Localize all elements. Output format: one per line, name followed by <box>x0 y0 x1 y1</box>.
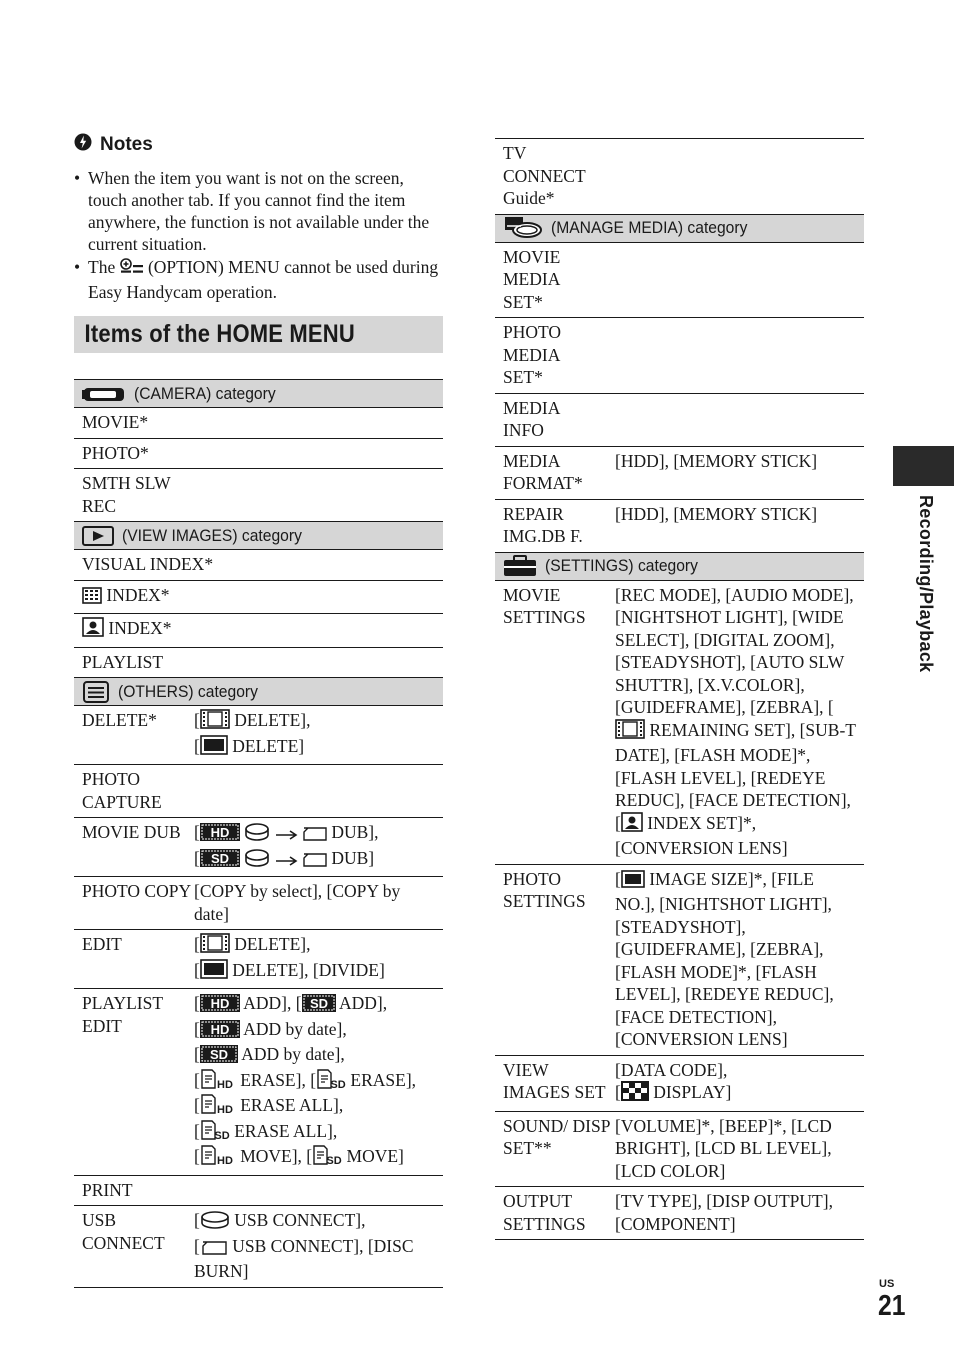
svg-text:HD: HD <box>216 1078 233 1089</box>
hdd-icon <box>200 1211 230 1235</box>
table-row: EDIT [ DELETE], [ DELETE], [DIVIDE] <box>74 930 443 989</box>
item-playlist: PLAYLIST <box>82 651 164 672</box>
section-title: Items of the HOME MENU <box>74 316 443 353</box>
notes-section <box>74 133 444 304</box>
table-row <box>495 243 864 319</box>
hd-badge-icon <box>200 994 240 1018</box>
table-row <box>74 765 443 818</box>
playlist-sd-icon <box>200 1120 230 1146</box>
item-tv-connect-guide: TV CONNECT Guide* <box>503 143 586 208</box>
hdd-icon <box>244 849 270 873</box>
hdd-icon <box>244 823 270 847</box>
table-row: PHOTO COPY [COPY by select], [COPY by date] <box>74 877 443 930</box>
home-menu-table-right <box>495 138 864 1240</box>
table-row: MOVIE SETTINGS [REC MODE], [AUDIO MODE], [NIGHTSHOT LIGHT], [WIDE SELECT], [DIGITAL ZOOM], [STEADYSHOT], [AUTO SLW SHUTTR], [X.V.COLOR], [GUIDEFRAME], [ZEBRA], [ REMAINING SET], [SUB-T DATE], [FLASH MODE]*, [FLASH LEVEL], [REDEYE REDUC], [FACE DETECTION], [ INDEX SET]*, [CONVERSION LENS] <box>495 581 864 865</box>
film-strip-icon <box>82 587 102 610</box>
item-movie-media-set: MOVIE MEDIA SET* <box>503 246 561 312</box>
table-row: OUTPUT SETTINGS [TV TYPE], [DISP OUTPUT], [COMPONENT] <box>495 1187 864 1240</box>
svg-text:HD: HD <box>216 1104 233 1114</box>
sd-badge-icon <box>200 1045 238 1069</box>
table-row <box>495 318 864 394</box>
table-row: MOVIE DUB [ HD DUB], [ SD DUB] <box>74 818 443 877</box>
camera-icon <box>82 384 126 404</box>
checker-icon <box>621 1081 649 1107</box>
item-smth-slw-rec: SMTH SLW REC <box>82 473 171 516</box>
item-photo-capture: PHOTO CAPTURE <box>82 769 162 812</box>
notes-heading: Notes <box>100 134 153 155</box>
table-row: PLAYLIST EDIT [ HD ADD], [ SD ADD], [ HD ADD by date], [ SD ADD by date], [ HD ERASE], [ SD ERASE], [ HD ERASE ALL], [ SD ERASE ALL], [ HD MOVE], [ SD MOVE] <box>74 989 443 1176</box>
hd-badge-icon <box>200 1020 240 1044</box>
svg-text:HD: HD <box>210 1021 230 1037</box>
playlist-hd-icon <box>200 1094 236 1120</box>
page-region-code: US <box>879 1278 895 1290</box>
playlist-sd-icon <box>312 1145 342 1171</box>
item-movie-settings: MOVIE SETTINGS <box>503 584 586 627</box>
table-row <box>74 439 443 470</box>
item-movie-dub: MOVIE DUB <box>82 822 181 842</box>
category-settings: (SETTINGS) category <box>495 553 864 581</box>
item-print: PRINT <box>82 1179 133 1200</box>
svg-text:HD: HD <box>210 825 230 840</box>
svg-text:SD: SD <box>326 1155 342 1165</box>
settings-icon <box>503 555 537 577</box>
photo-icon <box>200 735 228 761</box>
memory-stick-icon <box>200 1238 228 1261</box>
table-row: VIEW IMAGES SET [DATA CODE], [ DISPLAY] <box>495 1056 864 1112</box>
table-row: REPAIR IMG.DB F. [HDD], [MEMORY STICK] <box>495 500 864 553</box>
category-others: (OTHERS) category <box>74 678 443 706</box>
item-view-images-set: VIEW IMAGES SET <box>503 1059 606 1102</box>
item-sound-disp-set: SOUND/ DISP SET** <box>503 1115 610 1158</box>
sd-badge-icon <box>200 849 240 873</box>
film-strip-icon <box>200 933 230 959</box>
notes-header <box>74 133 444 157</box>
svg-text:HD: HD <box>210 996 230 1011</box>
svg-text:SD: SD <box>214 1129 230 1140</box>
view-images-icon <box>82 526 114 546</box>
category-view-images: (VIEW IMAGES) category <box>74 522 443 550</box>
face-icon <box>82 617 104 643</box>
table-row <box>495 139 864 215</box>
item-film-index: INDEX* <box>106 584 170 605</box>
note-item: • When the item you want is not on the screen, touch another tab. If you cannot find the item anywhere, the function is not available under the current situation. <box>88 167 444 255</box>
item-photo-settings: PHOTO SETTINGS <box>503 868 586 911</box>
arrow-right-icon <box>275 824 299 847</box>
option-icon <box>120 258 144 281</box>
table-row: USB CONNECT [ USB CONNECT], [ USB CONNECT], [DISC BURN] <box>74 1206 443 1288</box>
item-movie: MOVIE* <box>82 412 149 432</box>
table-row: SOUND/ DISP SET** [VOLUME]*, [BEEP]*, [LCD BRIGHT], [LCD BL LEVEL], [LCD COLOR] <box>495 1112 864 1188</box>
sd-badge-icon <box>302 994 336 1018</box>
item-photo: PHOTO* <box>82 442 149 463</box>
item-media-format: MEDIA FORMAT* <box>503 450 583 493</box>
item-photo-media-set: PHOTO MEDIA SET* <box>503 322 562 387</box>
memory-stick-icon <box>303 850 327 873</box>
memory-stick-icon <box>303 824 327 847</box>
table-row: MEDIA FORMAT* [HDD], [MEMORY STICK] <box>495 447 864 500</box>
category-manage-media: (MANAGE MEDIA) category <box>495 215 864 243</box>
item-face-index: INDEX* <box>108 618 172 638</box>
table-row <box>74 469 443 522</box>
home-menu-table-left <box>74 379 443 1288</box>
item-delete: DELETE* <box>82 710 157 730</box>
item-edit: EDIT <box>82 934 122 954</box>
table-row: DELETE* [ DELETE], [ DELETE] <box>74 706 443 765</box>
film-strip-icon <box>615 719 645 745</box>
item-output-settings: OUTPUT SETTINGS <box>503 1191 586 1234</box>
item-media-info: MEDIA INFO <box>503 397 560 440</box>
table-row <box>495 394 864 447</box>
face-icon <box>621 812 643 838</box>
svg-text:SD: SD <box>330 1078 346 1089</box>
film-strip-icon <box>200 709 230 735</box>
svg-text:SD: SD <box>309 996 328 1011</box>
table-row <box>74 648 443 679</box>
playlist-sd-icon <box>316 1069 346 1095</box>
table-row <box>74 550 443 581</box>
page-number: 21 <box>878 1290 906 1322</box>
note-item: • The (OPTION) MENU cannot be used during Easy Handycam operation. <box>88 256 444 303</box>
item-photo-copy: PHOTO COPY <box>82 881 192 901</box>
category-camera: (CAMERA) category <box>74 380 443 408</box>
others-icon <box>82 680 110 704</box>
chapter-label: Recording/Playback <box>916 495 936 673</box>
item-repair-img-db: REPAIR IMG.DB F. <box>503 503 583 546</box>
table-row <box>74 1176 443 1207</box>
hd-badge-icon <box>200 823 240 847</box>
manage-media-icon <box>503 216 543 240</box>
photo-icon <box>200 959 228 985</box>
table-row <box>74 408 443 439</box>
item-playlist-edit: PLAYLIST EDIT <box>82 993 163 1036</box>
playlist-hd-icon <box>200 1069 236 1095</box>
svg-text:HD: HD <box>216 1155 233 1165</box>
arrow-right-icon <box>275 850 299 873</box>
table-row <box>74 614 443 648</box>
chapter-tab <box>893 446 954 486</box>
svg-text:SD: SD <box>209 1047 228 1062</box>
svg-text:SD: SD <box>210 850 229 866</box>
item-usb-connect: USB CONNECT <box>82 1210 165 1253</box>
table-row <box>74 581 443 615</box>
table-row: PHOTO SETTINGS [ IMAGE SIZE]*, [FILE NO.], [NIGHTSHOT LIGHT], [STEADYSHOT], [GUIDEFRAME], [ZEBRA], [FLASH MODE]*, [FLASH LEVEL], [REDEYE REDUC], [FACE DETECTION], [CONVERSION LENS] <box>495 865 864 1056</box>
notes-icon <box>74 133 92 157</box>
playlist-hd-icon <box>200 1145 236 1171</box>
item-visual-index: VISUAL INDEX* <box>82 554 214 574</box>
photo-icon <box>621 870 645 894</box>
